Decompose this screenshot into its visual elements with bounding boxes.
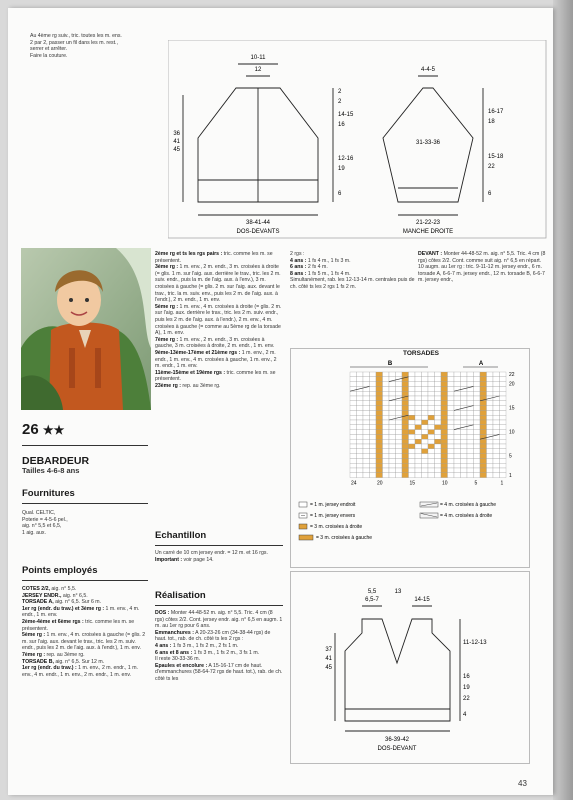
row-number: 20 xyxy=(509,381,515,388)
svg-text:21-22-23: 21-22-23 xyxy=(415,220,441,226)
svg-text:16: 16 xyxy=(463,674,470,680)
row-number: 1 xyxy=(509,472,512,479)
divider xyxy=(22,445,148,446)
svg-text:41: 41 xyxy=(325,656,332,662)
svg-text:22: 22 xyxy=(488,164,495,170)
pattern-number: 26 ★★ xyxy=(22,421,65,438)
row-number: 10 xyxy=(509,429,515,436)
svg-text:19: 19 xyxy=(338,166,345,172)
svg-text:= 1 m. jersey endroit: = 1 m. jersey endroit xyxy=(310,502,356,508)
echantillon-heading: Echantillon xyxy=(155,530,207,541)
shoulders-text: 2 rgs : 4 ans : 1 fs 4 m., 1 fs 3 m. 6 ans : 2 fs 4 m. 8 ans : 1 fs 5 m., 1 fs 4 m. Simultanément, rab. les 12-13-14 m. centrales puis de ch. côté ts les 2 rgs 1 fs 2 m. xyxy=(290,251,415,290)
svg-text:13: 13 xyxy=(394,589,402,595)
row-number: 5 xyxy=(509,453,512,460)
svg-text:14-15: 14-15 xyxy=(414,597,430,603)
fournitures-heading: Fournitures xyxy=(22,488,75,499)
page-number: 43 xyxy=(518,779,527,788)
svg-text:= 4 m. croisées à gauche: = 4 m. croisées à gauche xyxy=(440,502,497,508)
svg-text:2: 2 xyxy=(338,89,342,95)
divider xyxy=(22,580,148,581)
svg-text:41: 41 xyxy=(173,139,180,145)
col-number: 20 xyxy=(377,480,383,487)
svg-text:6: 6 xyxy=(338,191,342,197)
svg-text:= 4 m. croisées à droite: = 4 m. croisées à droite xyxy=(440,513,493,519)
devant-text: DEVANT : Monter 44-48-52 m. aig. n° 5,5. Tric. 4 cm (8 rgs) côtes 2/2. Cont. comme suit aig. n° 6,5 en répart. 10 augm. au 1er rg : tric. 9-11-12 m. jersey endr., 6 m. torsade A, 6-6-7 m. jersey endr., 12 m. torsade B, 6-6-7 m. jersey endr., xyxy=(418,251,546,284)
schematic-top xyxy=(168,40,548,240)
svg-text:2: 2 xyxy=(338,99,342,105)
divider xyxy=(155,605,283,606)
col-number: 1 xyxy=(500,480,504,487)
echantillon-text: Un carré de 10 cm jersey endr. = 12 m. et 16 rgs. Important : voir page 14. xyxy=(155,550,268,563)
torsades-title: TORSADES xyxy=(403,350,439,357)
dos-devants-schematic xyxy=(183,64,333,215)
col-number: 24 xyxy=(351,480,357,487)
svg-text:6,5-7: 6,5-7 xyxy=(365,597,379,603)
pattern-sizes: Tailles 4-6-8 ans xyxy=(22,466,80,475)
svg-text:37: 37 xyxy=(325,647,332,653)
svg-text:15-18: 15-18 xyxy=(488,154,504,160)
svg-text:45: 45 xyxy=(173,147,180,153)
svg-text:18: 18 xyxy=(488,119,495,125)
svg-text:36: 36 xyxy=(173,131,180,137)
svg-text:12-16: 12-16 xyxy=(338,156,354,162)
dd-neck-top: 10-11 xyxy=(250,55,266,61)
svg-text:31-33-36: 31-33-36 xyxy=(415,140,441,146)
realisation-text: DOS : Monter 44-48-52 m. aig. n° 5,5. Tric. 4 cm (8 rgs) côtes 2/2. Cont. jersey endr. aig. n° 6,5 en augm. 1 m. au 1er rg pour 6 ans. Emmanchures : A 20-23-26 cm (34-38-44 rgs) de haut. tot., rab. de ch. côté ts les 2 rgs : 4 ans : 1 fs 3 m., 1 fs 2 m., 2 fs 1 m. 6 ans et 8 ans : 1 fs 3 m., 1 fs 2 m., 3 fs 1 m. Il reste 30-33-36 m. Epaules et encolure : A 15-16-17 cm de haut. d'emmanchures (58-64-72 rgs de haut. tot.), rab. de ch. côté ts les xyxy=(155,610,283,682)
svg-text:4: 4 xyxy=(463,712,467,718)
svg-text:5,5: 5,5 xyxy=(367,589,377,595)
svg-text:B: B xyxy=(387,361,393,367)
col-number: 5 xyxy=(474,480,478,487)
child-photo xyxy=(21,248,151,410)
row-number: 15 xyxy=(509,405,515,412)
dd-neck: 12 xyxy=(254,67,262,73)
svg-text:= 3 m. croisées à droite: = 3 m. croisées à droite xyxy=(310,524,363,530)
dos-devant-label: DOS-DEVANT xyxy=(377,746,417,752)
col-number: 10 xyxy=(442,480,448,487)
row-number: 22 xyxy=(509,372,515,378)
dos-devants-label: DOS-DEVANTS xyxy=(236,229,280,235)
binding-shadow xyxy=(553,0,573,800)
col-number: 15 xyxy=(409,480,416,487)
svg-text:= 3 m. croisées à gauche: = 3 m. croisées à gauche xyxy=(316,535,373,541)
svg-text:16-17: 16-17 xyxy=(488,109,504,115)
manche-label: MANCHE DROITE xyxy=(402,229,454,235)
fournitures-text: Qual. CELTIC, Poterie = 4-5-6 pel., aig. n° 5,5 et 6,5, 1 aig. aux. xyxy=(22,510,68,536)
svg-text:A: A xyxy=(478,361,484,367)
top-note: Au 4ème rg suiv., tric. toutes les m. ens. 2 par 2, passer un fil dans les m. rest., serrer et arrêter. Faire la couture. xyxy=(30,33,122,59)
svg-text:38-41-44: 38-41-44 xyxy=(245,220,271,226)
svg-text:19: 19 xyxy=(463,685,470,691)
svg-text:6: 6 xyxy=(488,191,492,197)
svg-text:36-39-42: 36-39-42 xyxy=(384,737,410,743)
stitch-grid xyxy=(350,372,506,478)
pattern-title: DEBARDEUR xyxy=(22,455,90,467)
divider xyxy=(22,503,148,504)
svg-text:14-15: 14-15 xyxy=(338,112,354,118)
magazine-page xyxy=(8,8,553,795)
svg-text:= 1 m. jersey envers: = 1 m. jersey envers xyxy=(310,513,356,519)
points-heading: Points employés xyxy=(22,565,98,576)
svg-text:45: 45 xyxy=(325,665,332,671)
torsade-b-rows: 2ème rg et ts les rgs pairs : tric. comme les m. se présentent. 3ème rg : 1 m. env., 2 m. endr., 3 m. croisées à droite (= glis. 1 m. sur l'aig. aux. derrière le trav., tric. les 2 m. suiv. endr., puis la m. de l'aig. aux. à l'env.), 3 m. croisées à gauche (= glis. 2 m. sur l'aig. aux. devant le trav., tric. la m. suiv. env., puis les 2 m. de l'aig. aux. à l'endr.), 2 m. endr., 1 m. env. 5ème rg : 1 m. env., 4 m. croisées à droite (= glis. 2 m. sur l'aig. aux. derrière le trav., tric. les 2 m. suiv. endr., puis les 2 m. de l'aig. aux. à l'endr.), 2 m. env., 4 m. croisées à gauche (= comme au 5ème rg de la torsade A), 1 m. env. 7ème rg : 1 m. env., 2 m. endr., 3 m. croisées à gauche, 3 m. croisées à droite, 2 m. endr., 1 m. env. 9ème-13ème-17ème et 21ème rgs : 1 m. env., 2 m. endr., 1 m. env., 4 m. croisées à gauche, 1 m. env., 2 m. endr., 1 m. env. 11ème-15ème et 19ème rgs : tric. comme les m. se présentent. 23ème rg : rep. au 3ème rg. xyxy=(155,251,282,389)
torsades-grid-chart xyxy=(293,358,525,563)
divider xyxy=(155,545,283,546)
svg-text:4-4-5: 4-4-5 xyxy=(420,67,436,73)
points-text: COTES 2/2, aig. n° 5,5. JERSEY ENDR., aig. n° 6,5. TORSADE A, aig. n° 6,5. Sur 6 m. 1er rg (endr. du trav.) et 3ème rg : 1 m. env., 4 m. endr., 1 m. env. 2ème-4ème et 6ème rgs : tric. comme les m. se présentent. 5ème rg : 1 m. env., 4 m. croisées à gauche (= glis. 2 m. sur l'aig. aux. devant le trav., tric. les 2 m. suiv. endr., puis les 2 m. de l'aig. aux. à l'endr.), 1 m. env. 7ème rg : rep. au 3ème rg. TORSADE B, aig. n° 6,5. Sur 12 m. 1er rg (endr. du trav.) : 1 m. env., 2 m. endr., 1 m. env., 4 m. endr., 1 m. env., 2 m. endr., 1 m. env. xyxy=(22,586,146,678)
dos-devant-schematic xyxy=(290,571,528,762)
svg-text:11-12-13: 11-12-13 xyxy=(463,640,487,646)
svg-text:22: 22 xyxy=(463,696,470,702)
svg-text:16: 16 xyxy=(338,122,345,128)
realisation-heading: Réalisation xyxy=(155,590,206,601)
